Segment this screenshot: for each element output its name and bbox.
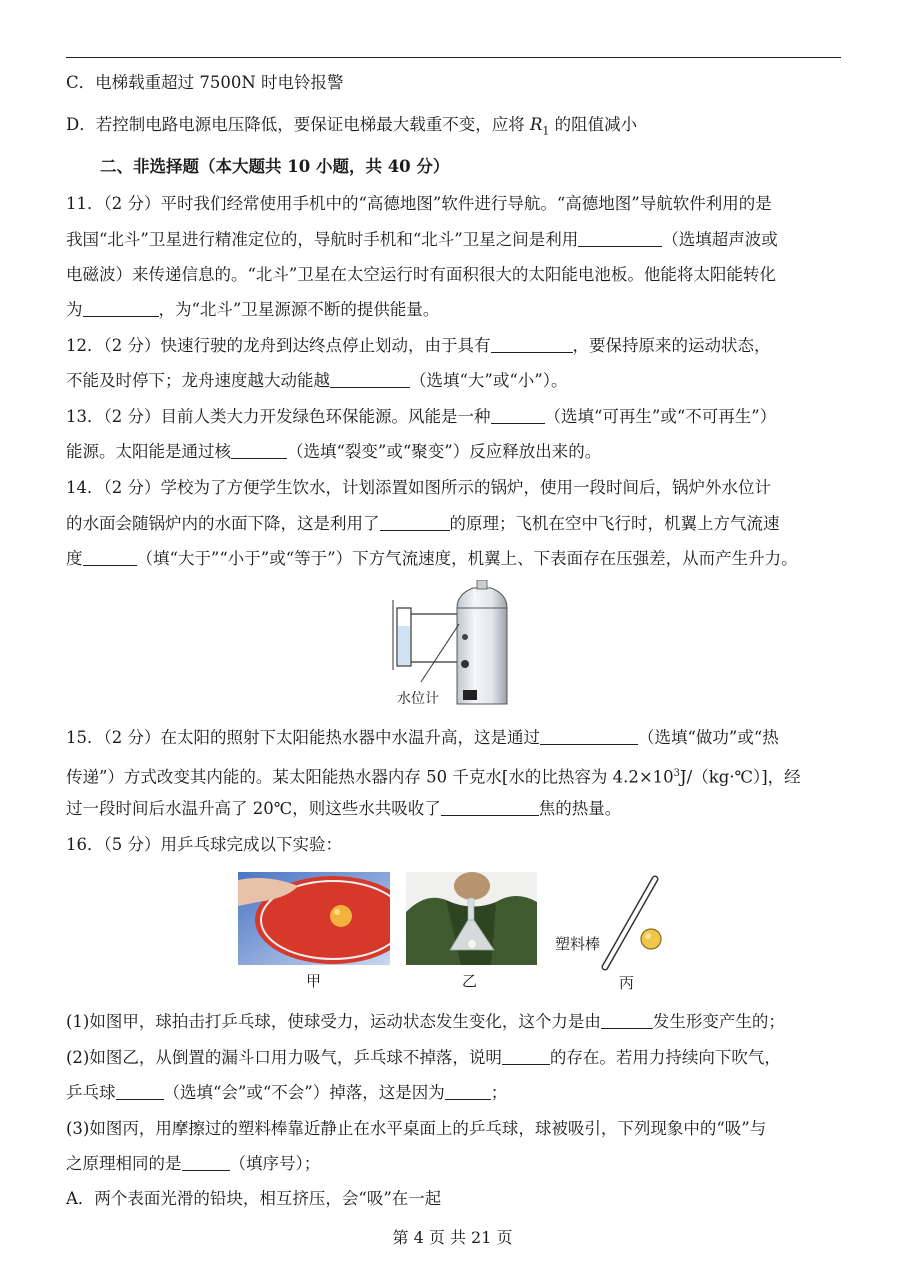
q12-line2: 不能及时停下；龙舟速度越大动能越 （选填“大”或“小”）。 (66, 371, 568, 390)
answer-blank (182, 1154, 230, 1171)
answer-blank (83, 300, 159, 317)
q14-line2: 的水面会随锅炉内的水面下降，这是利用了 的原理；飞机在空中飞行时，机翼上方气流速 (66, 514, 780, 533)
answer-blank (578, 230, 662, 247)
rod-ball-figure (595, 873, 675, 973)
option-d: D．若控制电路电源电压降低，要保证电梯最大载重不变，应将 $R_1$ 的阻值减小 (66, 115, 638, 138)
q15-line1: 15．（2 分）在太阳的照射下太阳能热水器中水温升高，这是通过 （选填“做功”或“热 (66, 728, 779, 747)
q14-line1: 14．（2 分）学校为了方便学生饮水，计划添置如图所示的锅炉，使用一段时间后，锅炉外水位计 (66, 478, 771, 497)
caption-yi: 乙 (462, 972, 478, 990)
option-c: C．电梯载重超过 7500N 时电铃报警 (66, 73, 344, 92)
resistor-symbol: R (529, 115, 543, 134)
q16-line1: 16．（5 分）用乒乓球完成以下实验： (66, 835, 342, 854)
answer-blank (83, 549, 137, 566)
answer-blank (231, 442, 287, 459)
answer-blank (330, 371, 410, 388)
answer-blank (491, 407, 545, 424)
answer-blank (491, 336, 573, 353)
q12-line1: 12．（2 分）快速行驶的龙舟到达终点停止划动，由于具有 ，要保持原来的运动状态， (66, 336, 771, 355)
q11-line3: 电磁波）来传递信息的。“北斗”卫星在太空运行时有面积很大的太阳能电池板。他能将太阳能转化 (66, 265, 776, 284)
q15-line2: 传递”）方式改变其内能的。某太阳能热水器内存 50 千克水[水的比热容为 $4.2\times 10^3J/(kg\cdot℃)$]，经 (66, 767, 801, 787)
answer-blank (445, 1083, 491, 1100)
q11-line1: 11．（2 分）平时我们经常使用手机中的“高德地图”软件进行导航。“高德地图”导航软件利用的是 (66, 194, 772, 213)
q16-part2-cont: 乒乓球 （选填“会”或“不会”）掉落，这是因为 ； (66, 1083, 508, 1102)
q16-part1: (1)如图甲，球拍击打乒乓球，使球受力，运动状态发生变化，这个力是由 发生形变产生的； (66, 1012, 785, 1031)
caption-bing: 丙 (619, 974, 635, 992)
paddle-photo (238, 872, 390, 965)
q16-option-a: A．两个表面光滑的铅块，相互挤压，会“吸”在一起 (66, 1189, 442, 1208)
answer-blank (380, 514, 450, 531)
q11-line2: 我国“北斗”卫星进行精准定位的，导航时手机和“北斗”卫星之间是利用 （选填超声波或 (66, 230, 778, 249)
answer-blank (540, 728, 638, 745)
q13-line2: 能源。太阳能是通过核 （选填“裂变”或“聚变”）反应释放出来的。 (66, 442, 602, 461)
page-footer: 第 4 页 共 21 页 (392, 1228, 513, 1247)
q16-part3: (3)如图丙，用摩擦过的塑料棒靠近静止在水平桌面上的乒乓球，球被吸引，下列现象中的“吸”与 (66, 1119, 767, 1138)
funnel-photo (406, 872, 537, 965)
q11-line4: 为 ，为“北斗”卫星源源不断的提供能量。 (66, 300, 440, 319)
q15-line3: 过一段时间后水温升高了 20℃，则这些水共吸收了 焦的热量。 (66, 799, 622, 818)
caption-jia: 甲 (306, 972, 322, 990)
water-gauge-label: 水位计 (397, 691, 439, 707)
q16-part2: (2)如图乙，从倒置的漏斗口用力吸气，乒乓球不掉落，说明 的存在。若用力持续向下吹气， (66, 1048, 781, 1067)
q13-line1: 13．（2 分）目前人类大力开发绿色环保能源。风能是一种 （选填“可再生”或“不可再生”） (66, 407, 777, 426)
q16-part3-cont: 之原理相同的是 （填序号）； (66, 1154, 321, 1173)
q14-line3: 度 （填“大于”“小于”或“等于”）下方气流速度，机翼上、下表面存在压强差，从而产生升力。 (66, 549, 798, 568)
answer-blank (441, 799, 539, 816)
header-rule (66, 57, 841, 58)
section-title: 二、非选择题（本大题共 10 小题，共 40 分） (100, 157, 450, 176)
plastic-rod-label: 塑料棒 (555, 935, 601, 953)
answer-blank (601, 1012, 653, 1029)
answer-blank (116, 1083, 164, 1100)
answer-blank (502, 1048, 550, 1065)
